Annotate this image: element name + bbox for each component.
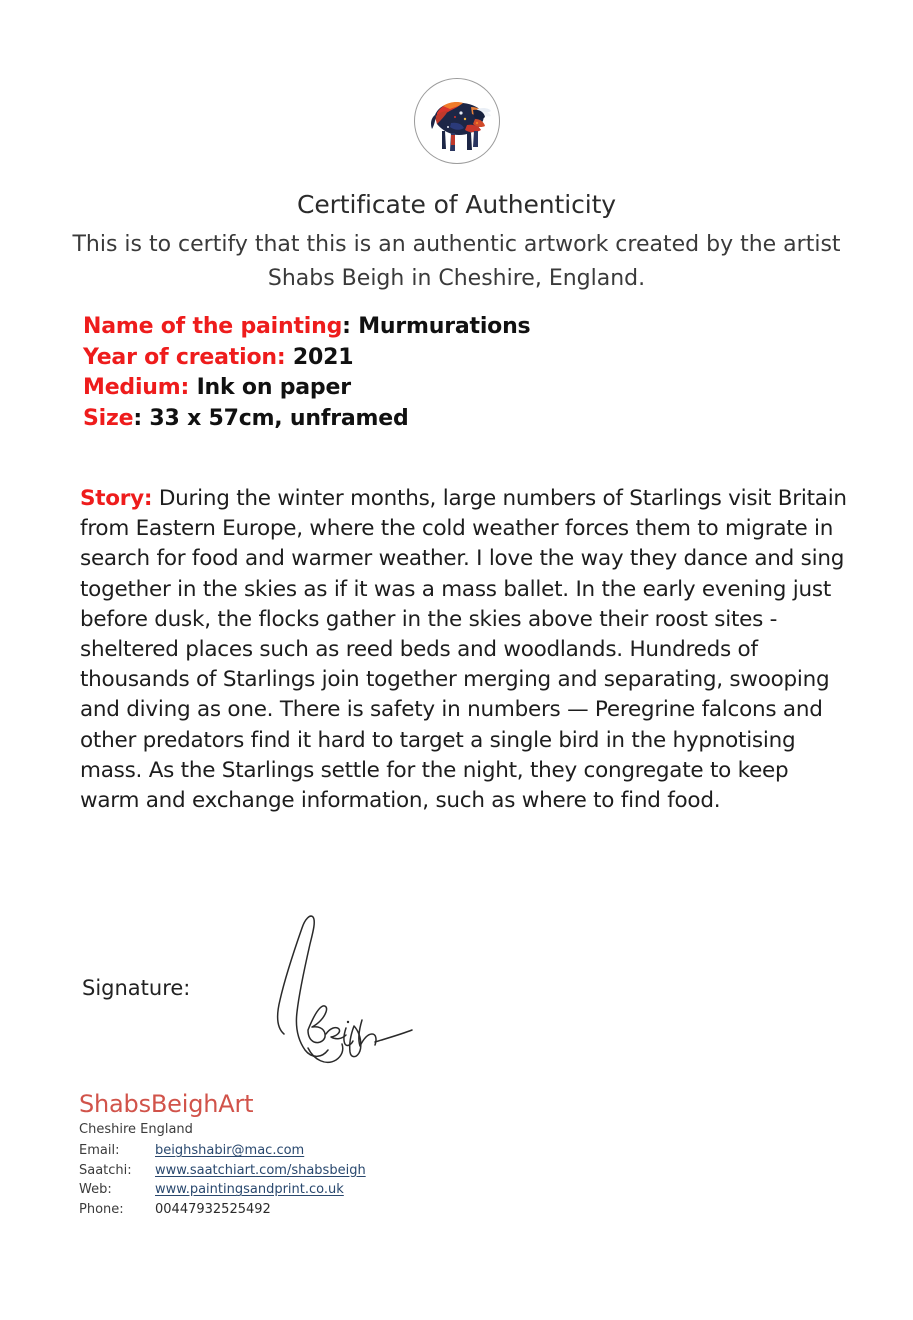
- contact-label-web: Web:: [79, 1182, 112, 1198]
- artwork-medium-row: [83, 373, 530, 404]
- artwork-size-value: 33 x 57cm, unframed: [149, 405, 409, 431]
- brand-name: ShabsBeighArt: [79, 1090, 254, 1118]
- artwork-medium-value: Ink on paper: [196, 375, 351, 400]
- certificate-statement: [0, 228, 913, 296]
- artwork-size-label: Size: [83, 405, 134, 431]
- brand-location: Cheshire England: [79, 1122, 193, 1137]
- page-title: Certificate of Authenticity: [296, 190, 616, 219]
- certificate-statement-line2: Shabs Beigh in Cheshire, England.: [267, 266, 646, 291]
- contact-label-email: Email:: [79, 1143, 120, 1158]
- contact-row-saatchi: [79, 1161, 366, 1181]
- bull-logo-icon: [414, 78, 500, 164]
- artwork-details: [83, 312, 530, 434]
- artwork-name-row: [83, 312, 530, 343]
- story-label: Story:: [80, 486, 153, 511]
- contact-row-email: [79, 1141, 366, 1161]
- artwork-size-row: [83, 404, 530, 435]
- artwork-story: [80, 484, 852, 816]
- contact-value-phone: 00447932525492: [155, 1201, 271, 1217]
- artwork-name-label: Name of the painting: [83, 314, 343, 339]
- handwritten-signature: [250, 908, 420, 1068]
- contact-label-phone: Phone:: [79, 1201, 124, 1217]
- contact-value-saatchi[interactable]: www.saatchiart.com/shabsbeigh: [155, 1162, 366, 1178]
- artwork-year-colon: :: [276, 344, 286, 370]
- certificate-statement-line1: This is to certify that this is an authentic artwork created by the artist: [72, 232, 841, 257]
- story-text: During the winter months, large numbers of Starlings visit Britain from Eastern Europe, where the cold weather forces them to migrate in search for food and warmer weather. I love the way they dance and sing together in the skies as if it was a mass ballet. In the early evening just before dusk, the flocks gather in the skies above their roost sites - sheltered places such as reed beds and woodlands. Hundreds of thousands of Starlings join together merging and separating, swooping and diving as one. There is safety in numbers — Peregrine falcons and other predators find it hard to target a single bird in the hypnotising mass. As the Starlings settle for the night, they congregate to keep warm and exchange information, such as where to find food.: [80, 486, 847, 814]
- artwork-medium-label: Medium:: [83, 375, 190, 400]
- contact-value-web[interactable]: www.paintingsandprint.co.uk: [155, 1182, 344, 1198]
- artwork-size-colon: :: [133, 405, 142, 431]
- artwork-name-colon: :: [342, 314, 351, 339]
- artwork-year-label: Year of creation: [83, 344, 277, 370]
- contact-row-phone: [79, 1200, 366, 1220]
- logo-container: [0, 78, 913, 164]
- contact-value-email[interactable]: beighshabir@mac.com: [155, 1143, 305, 1158]
- artwork-year-value: 2021: [292, 344, 354, 370]
- artwork-year-row: [83, 343, 530, 374]
- contact-label-saatchi: Saatchi:: [79, 1162, 132, 1178]
- signature-label: Signature:: [82, 976, 191, 1000]
- artwork-name-value: Murmurations: [358, 314, 531, 339]
- contact-row-web: [79, 1180, 366, 1200]
- contact-details: [79, 1141, 366, 1219]
